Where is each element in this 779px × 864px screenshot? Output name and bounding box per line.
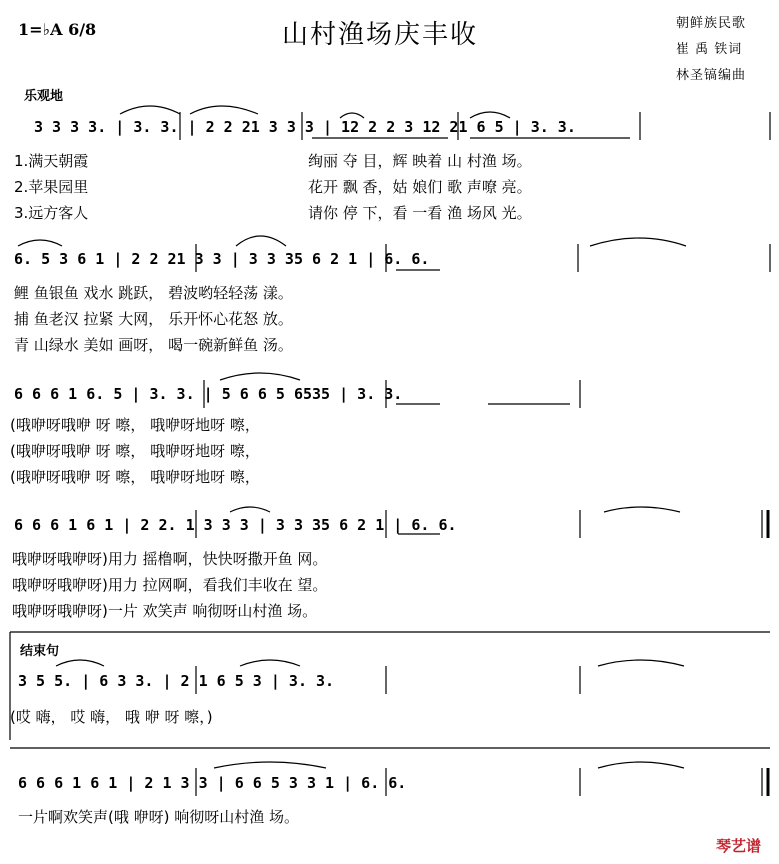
lyric-5-1: (哎 嗨， 哎 嗨， 哦 咿 呀 嚓，) <box>10 708 213 726</box>
notes-system-6: 6 6 6 1 6 1 | 2 1 3 3 | 6 6 5 3 3 1 | 6. 6. <box>18 774 407 792</box>
lyric-1-3b: 请你 停 下，看 一看 渔 场风 光。 <box>308 204 532 222</box>
credit-source: 朝鲜族民歌 <box>676 16 747 31</box>
lyric-2-3: 青 山绿水 美如 画呀， 喝一碗新鲜鱼 汤。 <box>14 336 293 354</box>
lyric-2-2: 捕 鱼老汉 拉紧 大网， 乐开怀心花怒 放。 <box>14 310 293 328</box>
credit-lyricist: 崔 禹 铁词 <box>676 42 743 57</box>
lyric-1-2b: 花开 飘 香，姑 娘们 歌 声嘹 亮。 <box>308 178 532 196</box>
lyric-3-1: (哦咿呀哦咿 呀 嚓， 哦咿呀地呀 嚓， <box>10 416 260 434</box>
lyric-4-3: 哦咿呀哦咿呀)一片 欢笑声 响彻呀山村渔 场。 <box>12 602 318 620</box>
lyric-4-2: 哦咿呀哦咿呀)用力 拉网啊，看我们丰收在 望。 <box>12 576 328 594</box>
watermark-logo: 琴艺谱 <box>715 837 761 855</box>
lyric-1-2: 2.苹果园里 <box>14 178 89 196</box>
lyric-1-3: 3.远方客人 <box>14 204 89 222</box>
lyric-3-3: (哦咿呀哦咿 呀 嚓， 哦咿呀地呀 嚓， <box>10 468 260 486</box>
notes-system-3: 6 6 6 1 6. 5 | 3. 3. | 5 6 6 5 6535 | 3. 3. <box>14 385 403 403</box>
notes-system-2: 6. 5 3 6 1 | 2 2 21 3 3 | 3 3 35 6 2 1 | 6. 6. <box>14 250 430 268</box>
notes-system-4: 6 6 6 1 6 1 | 2 2. 1 3 3 3 | 3 3 35 6 2 1 | 6. 6. <box>14 516 457 534</box>
ending-label: 结束句 <box>20 644 60 659</box>
notes-system-5: 3 5 5. | 6 3 3. | 2 1 6 5 3 | 3. 3. <box>18 672 335 690</box>
key-signature: 1=♭A 6/8 <box>18 20 97 39</box>
tempo-marking: 乐观地 <box>24 89 64 104</box>
lyric-3-2: (哦咿呀哦咿 呀 嚓， 哦咿呀地呀 嚓， <box>10 442 260 460</box>
song-title: 山村渔场庆丰收 <box>282 20 479 50</box>
lyric-4-1: 哦咿呀哦咿呀)用力 摇橹啊，快快呀撒开鱼 网。 <box>12 550 328 568</box>
notes-system-1: 3 3 3 3. | 3. 3. | 2 2 21 3 3 3 | 12 2 2 3 12 21 6 5 | 3. 3. <box>34 118 576 136</box>
lyric-2-1: 鲤 鱼银鱼 戏水 跳跃， 碧波哟轻轻荡 漾。 <box>14 284 293 302</box>
credit-arranger: 林圣镐编曲 <box>676 68 747 83</box>
lyric-6-1: 一片啊欢笑声(哦 咿呀) 响彻呀山村渔 场。 <box>18 808 300 826</box>
lyric-1-1: 1.满天朝霞 <box>14 152 89 170</box>
lyric-1-1b: 绚丽 夺 目，辉 映着 山 村渔 场。 <box>308 152 532 170</box>
